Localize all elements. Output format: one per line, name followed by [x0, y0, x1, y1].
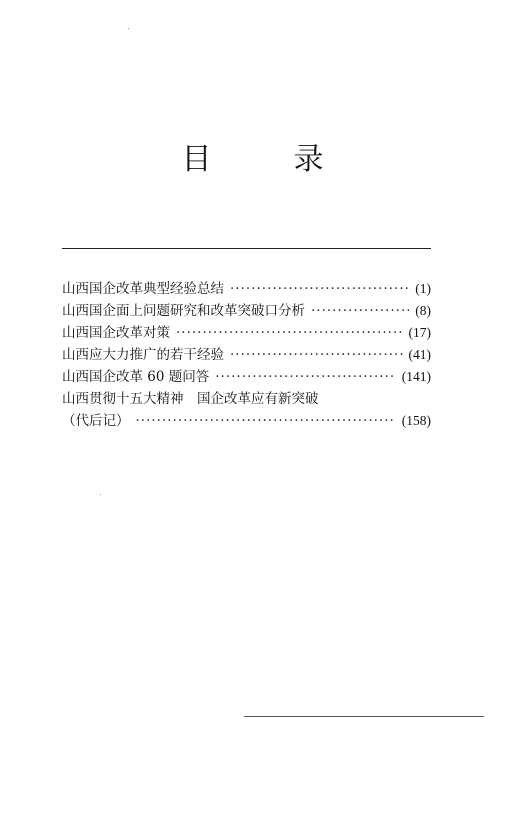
- title-divider: [62, 248, 431, 249]
- toc-entry[interactable]: [62, 300, 431, 322]
- toc-entry-title: 山西国企改革对策: [62, 325, 170, 341]
- toc-entry-multiline-second[interactable]: [62, 410, 431, 432]
- toc-entry-page: (17): [408, 325, 431, 340]
- footer-rule: [244, 716, 484, 717]
- scan-speck: [100, 494, 101, 495]
- scan-speck: [128, 28, 129, 29]
- page-title: 目 录: [181, 142, 350, 177]
- toc-entry-title: 山西应大力推广的若干经验: [62, 347, 224, 363]
- toc-entry-title: 山西贯彻十五大精神 国企改革应有新突破: [62, 391, 319, 407]
- toc-entry-title: 山西国企面上问题研究和改革突破口分析: [62, 303, 305, 319]
- toc-entry[interactable]: [62, 278, 431, 300]
- toc-dot-leader: [311, 300, 409, 322]
- toc-entry-page: (41): [408, 347, 431, 362]
- toc-dot-leader: [230, 278, 409, 300]
- toc-entry-page: (158): [401, 413, 431, 428]
- toc-entry-title: 山西国企改革 60 题问答: [62, 369, 210, 385]
- table-of-contents: [62, 278, 431, 432]
- toc-dot-leader: [215, 366, 395, 388]
- toc-entry-multiline-first[interactable]: [62, 388, 431, 410]
- toc-dot-leader: [136, 410, 396, 432]
- toc-dot-leader: [176, 322, 403, 344]
- toc-entry-title: 山西国企改革典型经验总结: [62, 281, 224, 297]
- toc-entry-title-continuation: （代后记）: [62, 413, 130, 429]
- toc-entry-page: (1): [415, 281, 431, 296]
- toc-dot-leader: [230, 344, 403, 366]
- toc-entry[interactable]: [62, 322, 431, 344]
- toc-entry[interactable]: [62, 366, 431, 388]
- toc-entry[interactable]: [62, 344, 431, 366]
- toc-entry-page: (141): [401, 369, 431, 384]
- toc-entry-page: (8): [415, 303, 431, 318]
